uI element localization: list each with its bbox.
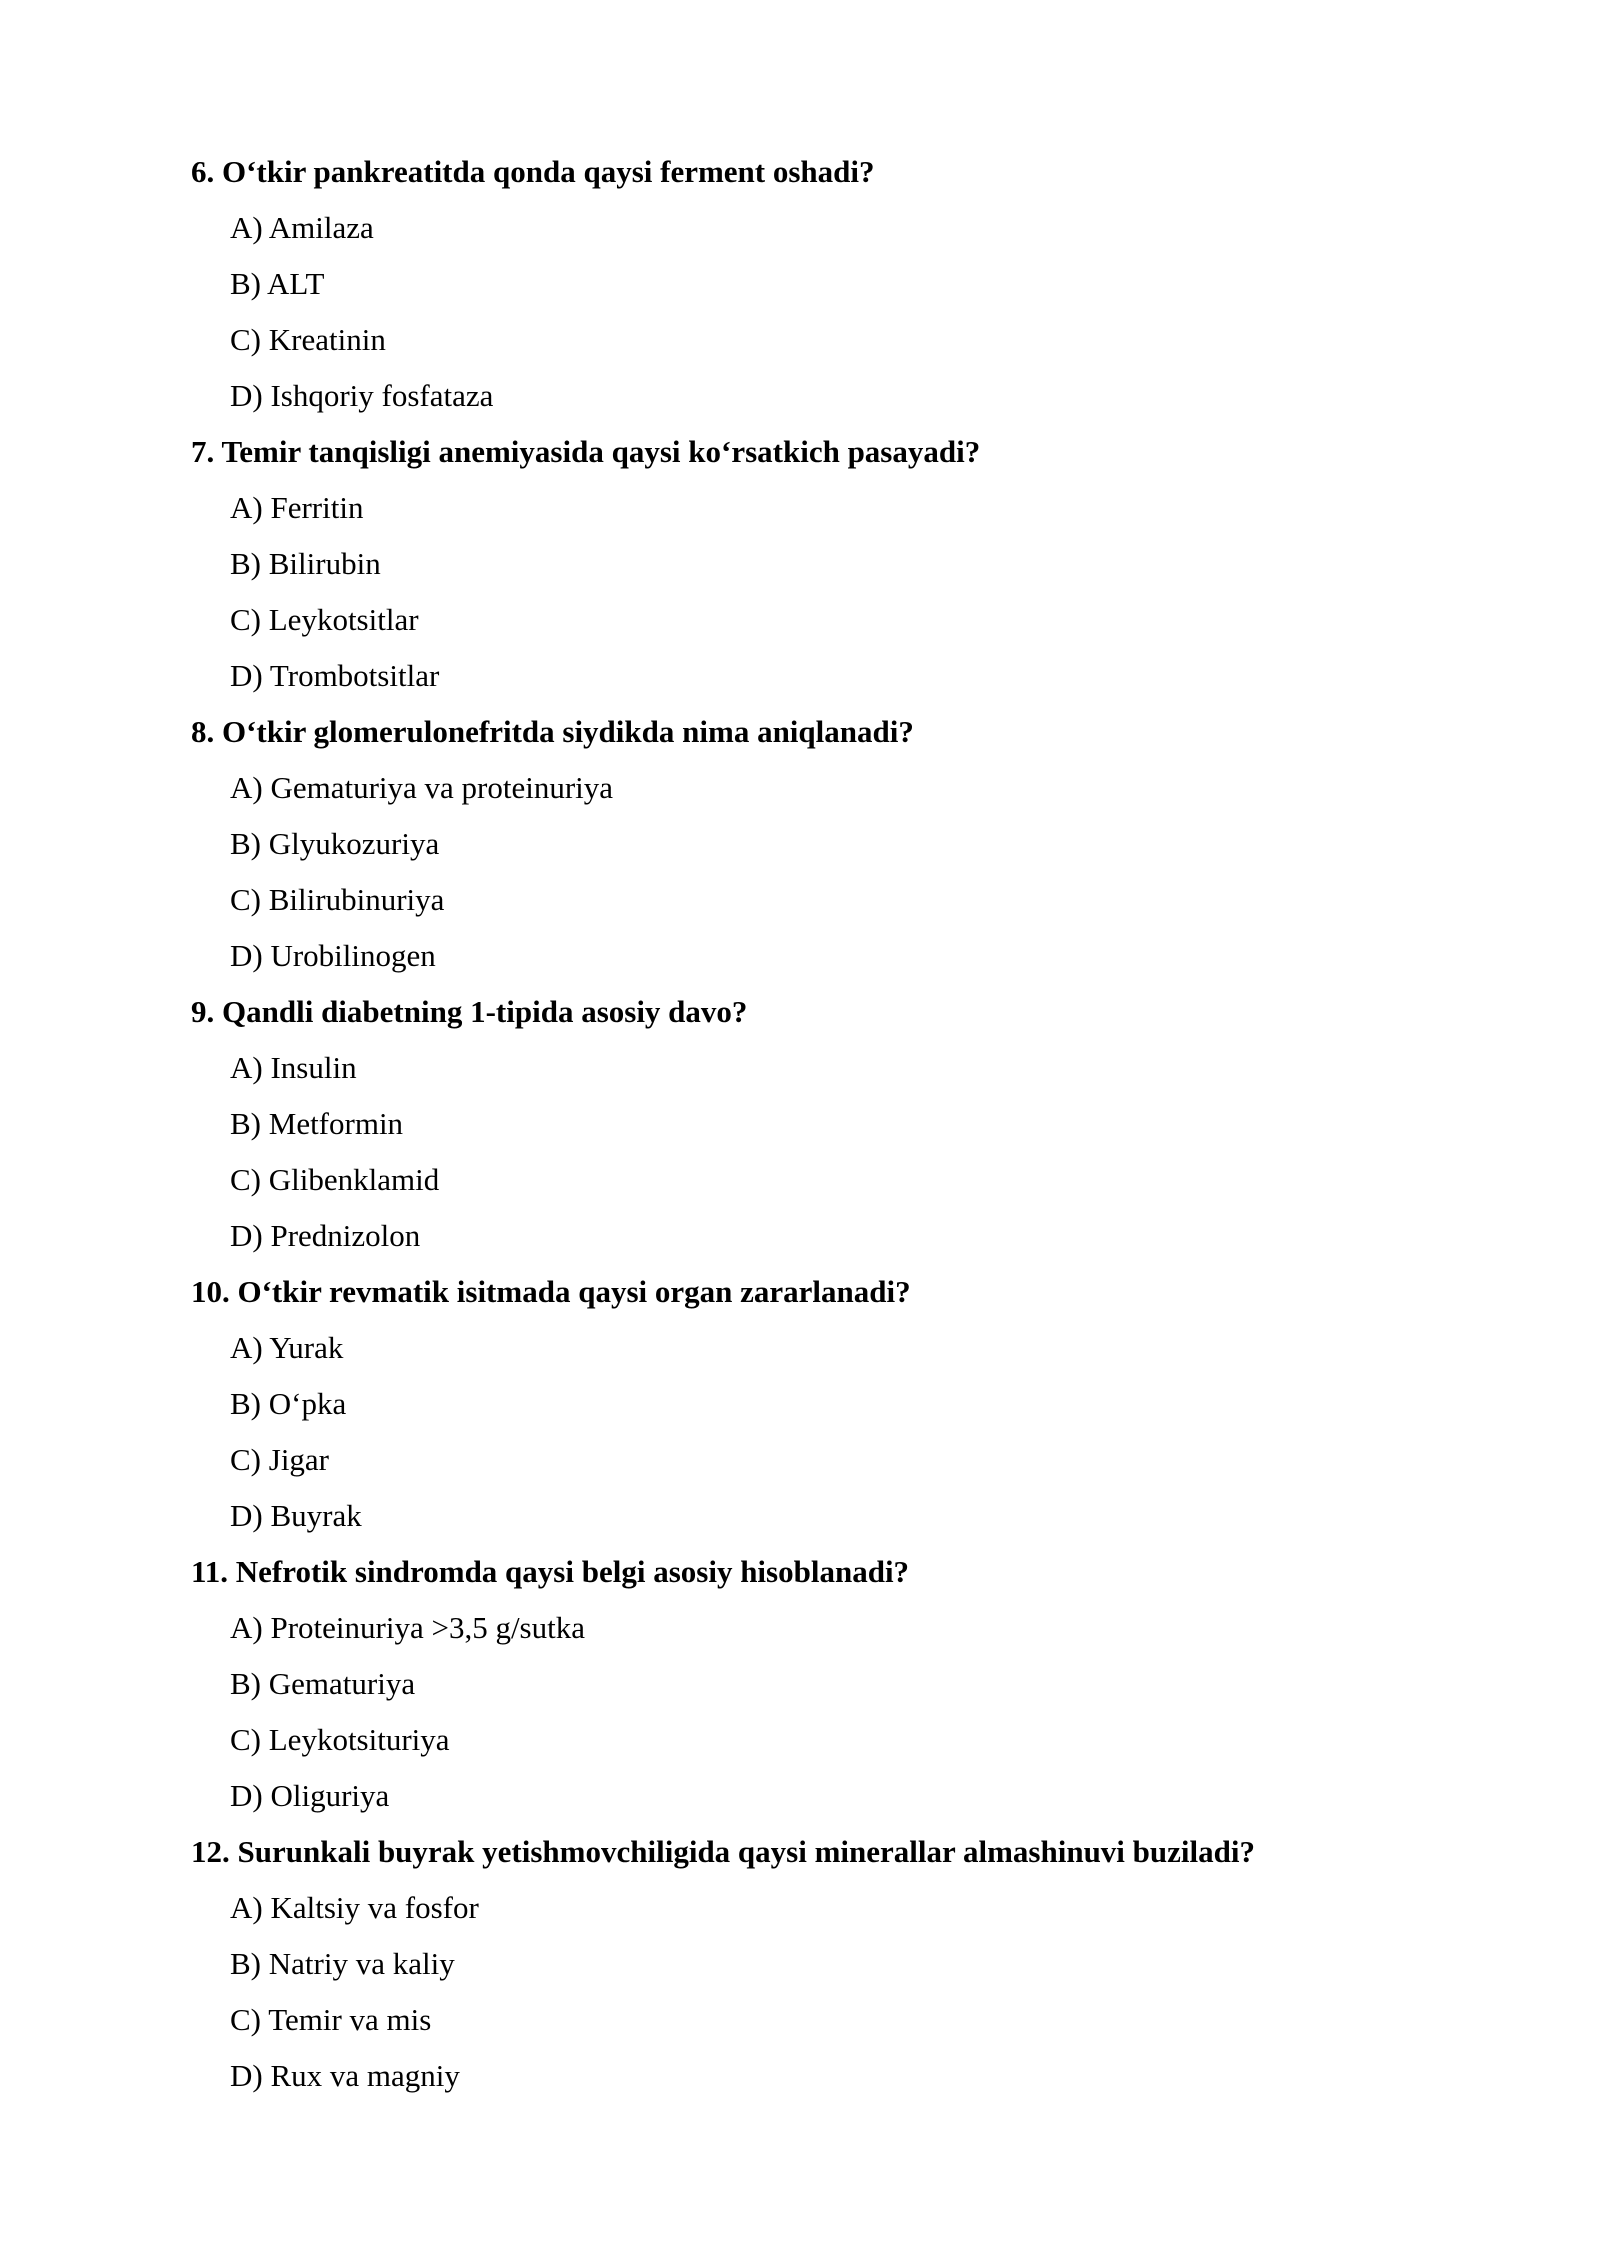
option-a: A) Gematuriya va proteinuriya <box>230 770 614 805</box>
option-a: A) Amilaza <box>230 210 374 245</box>
option-d: D) Urobilinogen <box>230 938 436 973</box>
option-a: A) Insulin <box>230 1050 357 1085</box>
option-d: D) Trombotsitlar <box>230 658 440 693</box>
question-10 <box>191 1264 1441 1544</box>
option-b: B) Bilirubin <box>230 546 381 581</box>
option-a: A) Proteinuriya >3,5 g/sutka <box>230 1610 585 1645</box>
option-d: D) Oliguriya <box>230 1778 390 1813</box>
option-a: A) Kaltsiy va fosfor <box>230 1890 479 1925</box>
option-b: B) Natriy va kaliy <box>230 1946 455 1981</box>
option-d: D) Prednizolon <box>230 1218 421 1253</box>
option-c: C) Kreatinin <box>230 322 386 357</box>
question-text: 10. O‘tkir revmatik isitmada qaysi organ zararlanadi? <box>191 1274 911 1309</box>
option-d: D) Rux va magniy <box>230 2058 460 2093</box>
option-b: B) Gematuriya <box>230 1666 416 1701</box>
question-11 <box>191 1544 1441 1824</box>
option-c: C) Temir va mis <box>230 2002 432 2037</box>
question-6 <box>191 144 1441 424</box>
option-d: D) Ishqoriy fosfataza <box>230 378 494 413</box>
question-8 <box>191 704 1441 984</box>
option-b: B) Metformin <box>230 1106 404 1141</box>
option-b: B) ALT <box>230 266 325 301</box>
option-c: C) Bilirubinuriya <box>230 882 445 917</box>
question-text: 11. Nefrotik sindromda qaysi belgi asosiy hisoblanadi? <box>191 1554 910 1589</box>
option-c: C) Leykotsitlar <box>230 602 419 637</box>
option-b: B) Glyukozuriya <box>230 826 440 861</box>
quiz-list <box>191 144 1441 2104</box>
option-c: C) Leykotsituriya <box>230 1722 450 1757</box>
question-text: 9. Qandli diabetning 1-tipida asosiy davo? <box>191 994 748 1029</box>
option-a: A) Ferritin <box>230 490 364 525</box>
question-text: 6. O‘tkir pankreatitda qonda qaysi ferment oshadi? <box>191 154 875 189</box>
question-12 <box>191 1824 1441 2104</box>
option-d: D) Buyrak <box>230 1498 362 1533</box>
option-b: B) O‘pka <box>230 1386 347 1421</box>
question-9 <box>191 984 1441 1264</box>
option-c: C) Glibenklamid <box>230 1162 440 1197</box>
question-text: 12. Surunkali buyrak yetishmovchiligida qaysi minerallar almashinuvi buziladi? <box>191 1834 1255 1869</box>
option-a: A) Yurak <box>230 1330 344 1365</box>
question-text: 8. O‘tkir glomerulonefritda siydikda nima aniqlanadi? <box>191 714 914 749</box>
question-7 <box>191 424 1441 704</box>
question-text: 7. Temir tanqisligi anemiyasida qaysi ko‘rsatkich pasayadi? <box>191 434 981 469</box>
option-c: C) Jigar <box>230 1442 330 1477</box>
